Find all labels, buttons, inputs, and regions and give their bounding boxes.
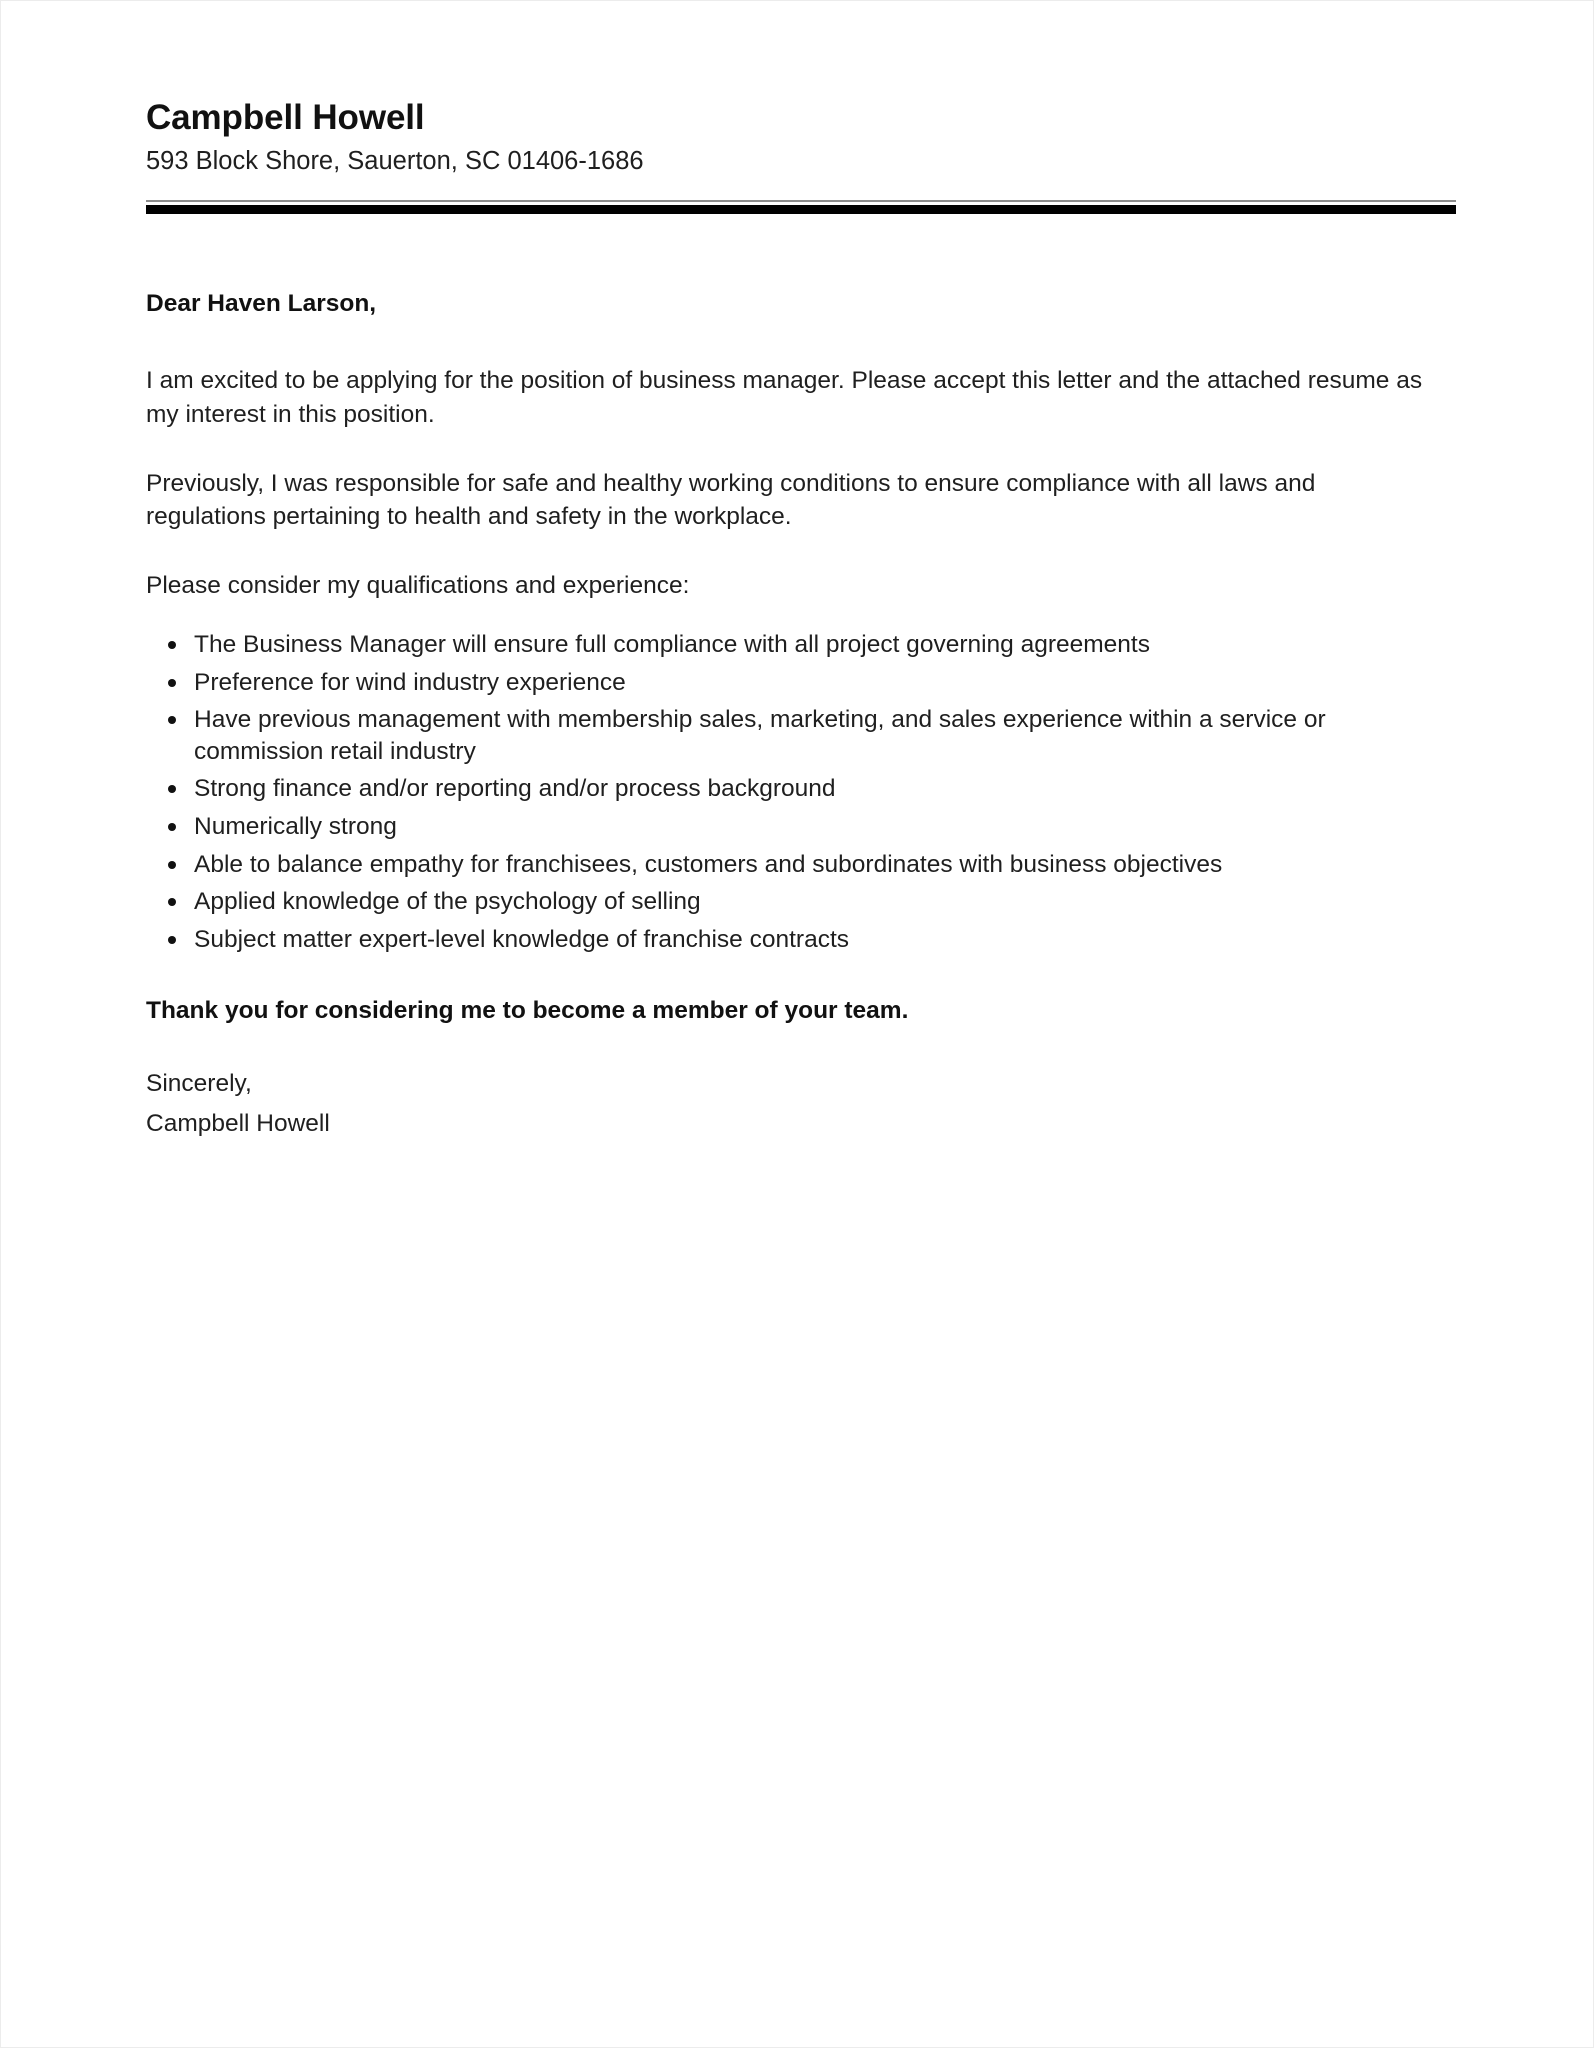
list-item [146,924,1450,956]
body-paragraph-1: I am excited to be applying for the position of business manager. Please accept this letter and the attached resume as my interest in this position. [146,367,1423,428]
bullet-dot-icon [168,823,176,831]
list-item [146,849,1450,881]
closing-thanks: Thank you for considering me to become a member of your team. [146,997,909,1025]
qualifications-list [146,629,1456,955]
list-item-label: Able to balance empathy for franchisees, customers and subordinates with business objectives [194,850,1223,878]
bullet-dot-icon [168,641,176,649]
letterhead [146,1,1456,214]
list-item-label: Have previous management with membership sales, marketing, and sales experience within a service or commission retail industry [194,706,1326,765]
qualifications-lead-in: Please consider my qualifications and experience: [146,572,690,600]
list-item-label: Subject matter expert-level knowledge of franchise contracts [194,925,850,953]
bullet-dot-icon [168,716,176,724]
divider-thick-rule [146,205,1456,214]
list-item [146,773,1450,805]
sender-name: Campbell Howell [146,98,425,137]
sign-off-line: Sincerely, [146,1070,252,1098]
list-item [146,667,1450,699]
list-item-label: Numerically strong [194,812,397,840]
bullet-dot-icon [168,785,176,793]
list-item [146,811,1450,843]
list-item [146,886,1450,918]
list-item-label: The Business Manager will ensure full compliance with all project governing agreements [194,631,1150,658]
bullet-dot-icon [168,936,176,944]
signature-name: Campbell Howell [146,1109,330,1137]
bullet-dot-icon [168,861,176,869]
bullet-dot-icon [168,898,176,906]
list-item [146,704,1450,767]
body-paragraph-2: Previously, I was responsible for safe and healthy working conditions to ensure compliance with all laws and regulations pertaining to health and safety in the workplace. [146,469,1316,531]
letter-body [146,288,1456,1140]
sender-address: 593 Block Shore, Sauerton, SC 01406-1686 [146,147,644,176]
list-item-label: Preference for wind industry experience [194,668,626,696]
list-item-label: Applied knowledge of the psychology of selling [194,888,701,916]
header-divider [146,200,1456,214]
list-item-label: Strong finance and/or reporting and/or process background [194,775,836,803]
letter-sheet [146,1,1456,1146]
salutation: Dear Haven Larson, [146,290,377,318]
signature-block [146,1067,1456,1140]
list-item [146,629,1450,661]
bullet-dot-icon [168,679,176,687]
